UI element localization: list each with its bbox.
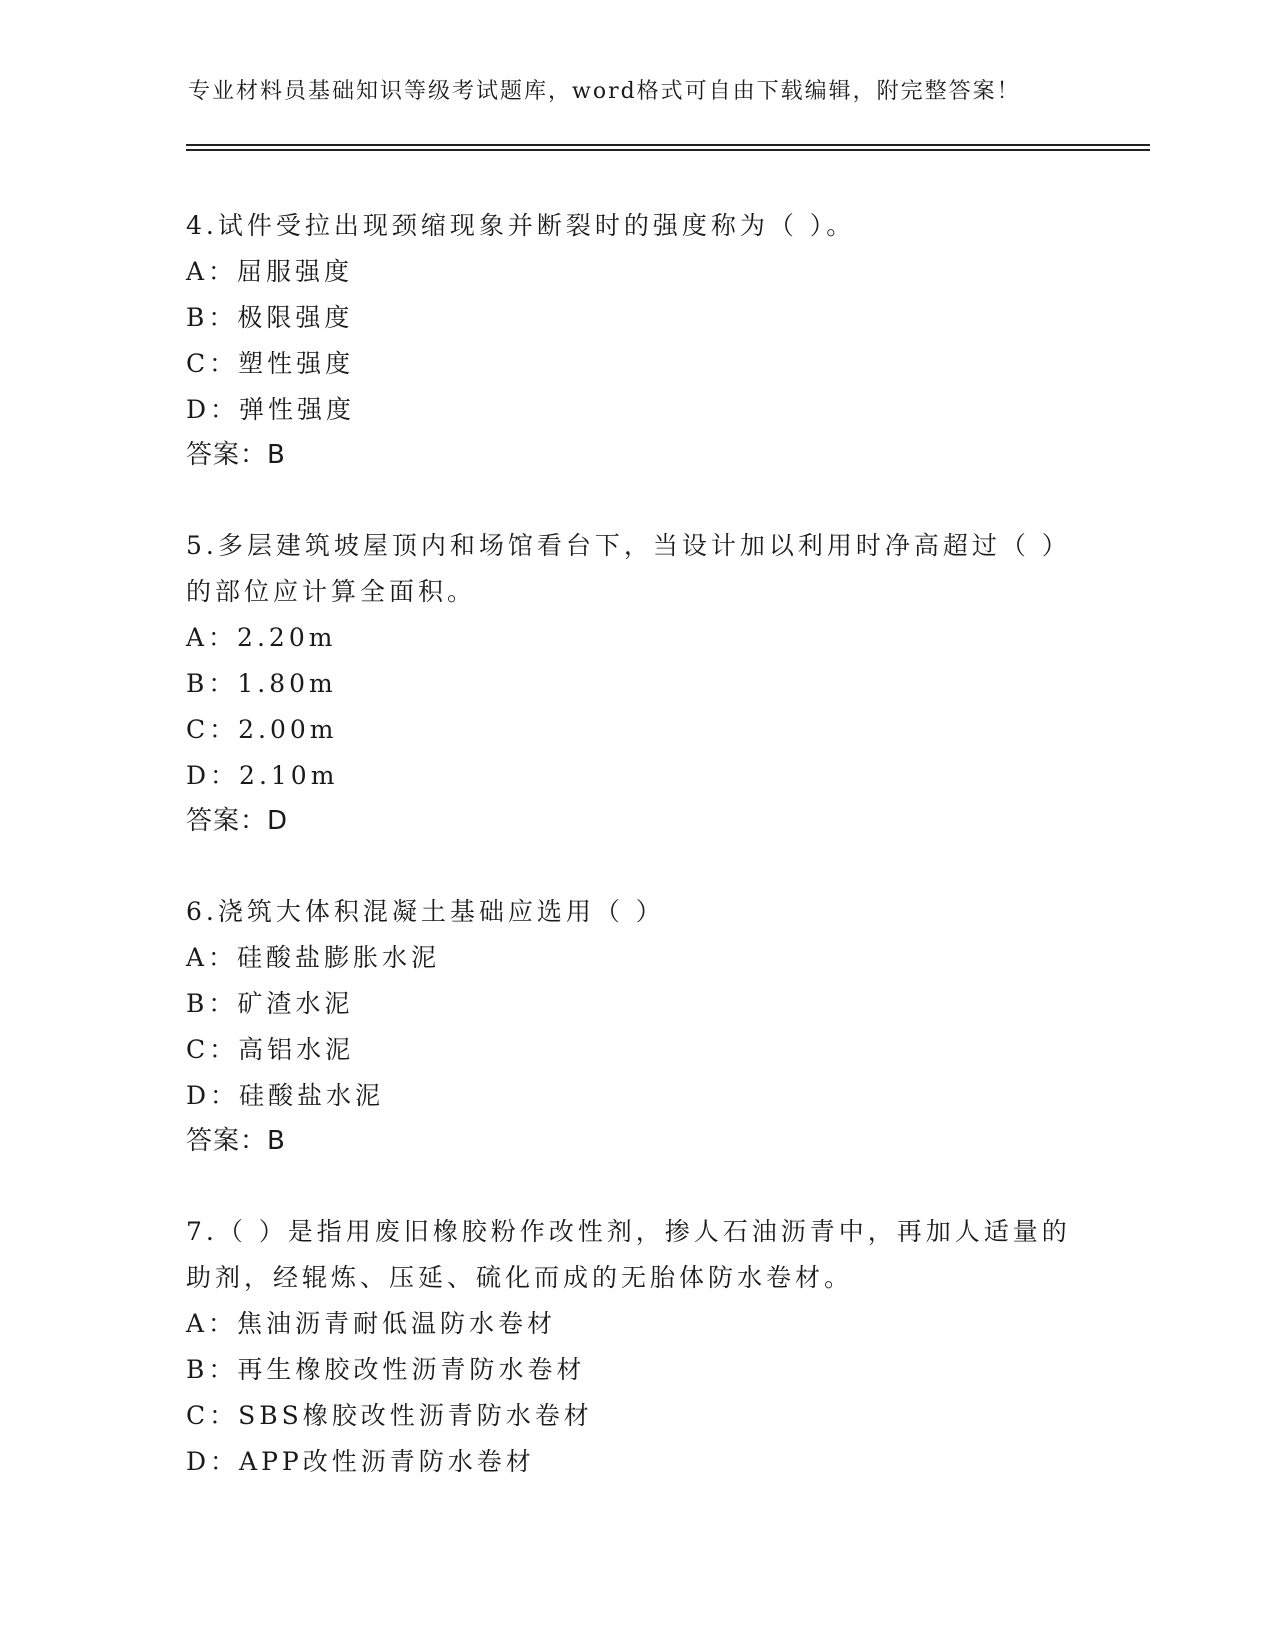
question-stem: 7.（ ）是指用废旧橡胶粉作改性剂，掺人石油沥青中，再加人适量的 (186, 1217, 1071, 1246)
option-d: D：硅酸盐水泥 (186, 1081, 385, 1110)
option-d: D：APP改性沥青防水卷材 (186, 1447, 535, 1476)
page-header: 专业材料员基础知识等级考试题库，word格式可自由下载编辑，附完整答案！ (188, 79, 1021, 104)
option-a: A：硅酸盐膨胀水泥 (186, 943, 441, 972)
option-c: C：高铝水泥 (186, 1035, 355, 1064)
question-5 (186, 523, 1086, 843)
header-divider-top (186, 144, 1150, 146)
question-stem: 4.试件受拉出现颈缩现象并断裂时的强度称为（ ）。 (186, 211, 856, 240)
answer: 答案：D (186, 806, 289, 836)
question-stem-continued: 的部位应计算全面积。 (186, 577, 477, 606)
option-c: C：2.00m (186, 715, 338, 744)
option-d: D：弹性强度 (186, 395, 356, 424)
option-b: B：极限强度 (186, 303, 354, 332)
option-c: C：SBS橡胶改性沥青防水卷材 (186, 1401, 593, 1430)
option-a: A：焦油沥青耐低温防水卷材 (186, 1309, 557, 1338)
answer: 答案：B (186, 1126, 286, 1156)
question-stem: 5.多层建筑坡屋顶内和场馆看台下，当设计加以利用时净高超过（ ） (186, 531, 1071, 560)
option-c: C：塑性强度 (186, 349, 355, 378)
option-d: D：2.10m (186, 761, 339, 790)
question-stem-continued: 助剂，经辊炼、压延、硫化而成的无胎体防水卷材。 (186, 1263, 854, 1292)
option-b: B：1.80m (186, 669, 337, 698)
option-a: A：屈服强度 (186, 257, 354, 286)
answer: 答案：B (186, 440, 286, 470)
question-7 (186, 1209, 1086, 1485)
question-list (186, 203, 1086, 1531)
option-a: A：2.20m (186, 623, 337, 652)
question-stem: 6.浇筑大体积混凝土基础应选用（ ） (186, 897, 665, 926)
option-b: B：矿渣水泥 (186, 989, 354, 1018)
option-b: B：再生橡胶改性沥青防水卷材 (186, 1355, 586, 1384)
question-6 (186, 889, 1086, 1163)
header-divider-bottom (186, 149, 1150, 151)
question-4 (186, 203, 1086, 477)
